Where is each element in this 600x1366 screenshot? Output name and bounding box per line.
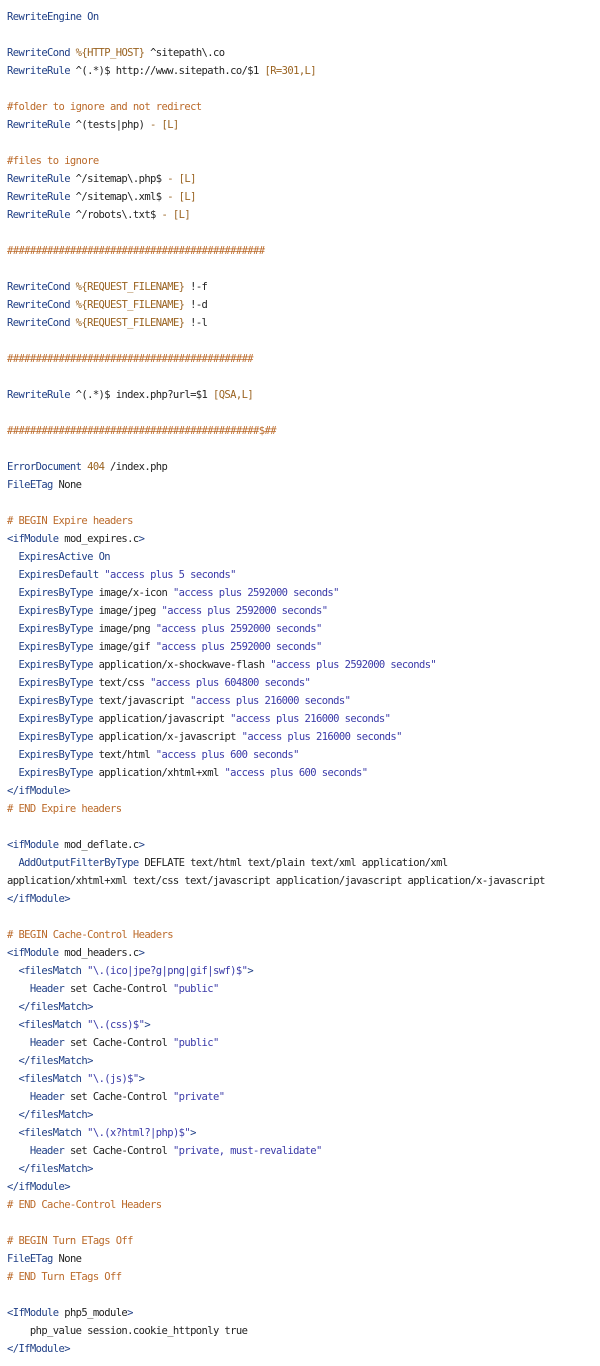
code-line [7,800,600,818]
code-line [7,1070,600,1088]
variable-token: 404 [87,461,105,473]
text-token: application/xhtml+xml text/css text/javascript application/javascript application/x-javascript [7,875,545,887]
code-line [7,422,600,440]
code-line [7,1322,600,1340]
directive-token: Header [29,1145,65,1157]
code-line [7,566,600,584]
tag-token: <ifModule [7,947,59,959]
directive-token: RewriteRule [7,209,70,221]
text-token [7,1055,18,1067]
variable-token: [R=301,L] [264,65,316,77]
code-line [7,728,600,746]
code-line [7,1088,600,1106]
tag-token: </ifModule> [7,785,70,797]
directive-token: ExpiresByType [18,605,93,617]
comment-token: # BEGIN Expire headers [7,515,133,527]
text-token [7,1091,30,1103]
tag-token: </ifModule> [7,893,70,905]
directive-token: ErrorDocument [7,461,82,473]
code-line [7,656,600,674]
text-token [7,731,18,743]
code-line [7,368,600,386]
text-token [7,695,18,707]
variable-token: [QSA,L] [212,389,254,401]
code-line [7,584,600,602]
tag-token: > [247,965,254,977]
tag-token: </filesMatch> [18,1055,93,1067]
code-line [7,908,600,926]
tag-token: <IfModule [7,1307,59,1319]
code-line [7,1268,600,1286]
text-token [7,749,18,761]
tag-token: > [138,947,145,959]
code-line [7,1196,600,1214]
comment-token: ############################################$## [7,425,276,437]
text-token [7,677,18,689]
text-token: ^/robots\.txt$ [69,209,162,221]
variable-token: - [L] [150,119,179,131]
tag-token: <filesMatch [18,1073,82,1085]
directive-token: RewriteRule [7,389,70,401]
string-token: "access plus 2592000 seconds" [161,605,328,617]
code-line [7,332,600,350]
directive-token: RewriteRule [7,191,70,203]
text-token: image/jpeg [92,605,162,617]
text-token: ^(.*)$ http://www.sitepath.co/$1 [69,65,265,77]
code-line [7,260,600,278]
code-line [7,692,600,710]
comment-token: # BEGIN Turn ETags Off [7,1235,133,1247]
text-token: mod_deflate.c [58,839,139,851]
code-line [7,1034,600,1052]
comment-token: #folder to ignore and not redirect [7,101,202,113]
comment-token: # BEGIN Cache-Control Headers [7,929,173,941]
text-token [7,1163,18,1175]
string-token: "private" [172,1091,225,1103]
variable-token: %{REQUEST_FILENAME} [75,299,185,311]
variable-token: %{REQUEST_FILENAME} [75,317,185,329]
directive-token: RewriteCond [7,281,70,293]
text-token: text/css [92,677,151,689]
code-line [7,1250,600,1268]
text-token: None [52,479,82,491]
text-token: ^/sitemap\.xml$ [69,191,168,203]
directive-token: RewriteCond [7,47,70,59]
code-line [7,62,600,80]
code-line [7,116,600,134]
string-token: "access plus 2592000 seconds" [155,641,322,653]
string-token: "\.(x?html?|php)$" [87,1127,191,1139]
text-token: image/gif [92,641,156,653]
string-token: "\.(css)$" [87,1019,145,1031]
variable-token: - [L] [167,173,196,185]
code-line [7,1214,600,1232]
text-token: image/x-icon [92,587,173,599]
comment-token: ############################################# [7,245,265,257]
directive-token: RewriteCond [7,299,70,311]
text-token: mod_expires.c [58,533,139,545]
code-line [7,404,600,422]
text-token [7,551,18,563]
text-token: application/xhtml+xml [92,767,225,779]
string-token: "access plus 600 seconds" [224,767,368,779]
directive-token: ExpiresByType [18,767,93,779]
directive-token: ExpiresByType [18,713,93,725]
tag-token: </filesMatch> [18,1109,93,1121]
code-line [7,1304,600,1322]
variable-token: - [L] [167,191,196,203]
text-token: !-l [184,317,208,329]
directive-token: On [98,551,111,563]
tag-token: <filesMatch [18,965,82,977]
text-token: text/html [92,749,156,761]
code-line [7,1286,600,1304]
directive-token: RewriteRule [7,65,70,77]
directive-token: On [87,11,99,23]
directive-token: RewriteRule [7,173,70,185]
string-token: "public" [172,983,219,995]
comment-token: # END Cache-Control Headers [7,1199,162,1211]
code-line [7,296,600,314]
code-line [7,872,600,890]
text-token: DEFLATE text/html text/plain text/xml application/xml [138,857,448,869]
directive-token: Header [29,983,65,995]
directive-token: RewriteCond [7,317,70,329]
text-token: ^/sitemap\.php$ [69,173,168,185]
text-token: application/x-javascript [92,731,242,743]
code-line [7,188,600,206]
directive-token: ExpiresByType [18,623,93,635]
text-token: !-f [184,281,208,293]
code-line [7,314,600,332]
text-token: set Cache-Control [64,1145,173,1157]
code-line [7,278,600,296]
code-line [7,1052,600,1070]
code-line [7,962,600,980]
string-token: "access plus 5 seconds" [104,569,236,581]
text-token [7,857,18,869]
tag-token: > [138,1073,145,1085]
text-token: php5_module [58,1307,128,1319]
text-token [7,587,18,599]
directive-token: FileETag [7,1253,53,1265]
directive-token: RewriteRule [7,119,70,131]
code-line [7,674,600,692]
code-line [7,998,600,1016]
directive-token: AddOutputFilterByType [18,857,139,869]
string-token: "access plus 2592000 seconds" [155,623,322,635]
comment-token: #files to ignore [7,155,99,167]
text-token [7,659,18,671]
directive-token: ExpiresByType [18,659,93,671]
directive-token: ExpiresByType [18,641,93,653]
code-line [7,818,600,836]
string-token: "access plus 216000 seconds" [230,713,391,725]
tag-token: <filesMatch [18,1019,82,1031]
string-token: "access plus 600 seconds" [155,749,299,761]
text-token: image/png [92,623,156,635]
code-line [7,926,600,944]
code-line [7,494,600,512]
text-token [7,569,18,581]
text-token: /index.php [104,461,168,473]
directive-token: Header [29,1091,65,1103]
text-token: application/x-shockwave-flash [92,659,271,671]
directive-token: ExpiresByType [18,695,93,707]
text-token [7,641,18,653]
code-line [7,98,600,116]
code-line [7,26,600,44]
tag-token: > [144,1019,151,1031]
directive-token: ExpiresByType [18,677,93,689]
code-line [7,890,600,908]
code-line [7,764,600,782]
text-token [7,1001,18,1013]
comment-token: ########################################### [7,353,254,365]
text-token: !-d [184,299,208,311]
directive-token: ExpiresByType [18,587,93,599]
text-token: set Cache-Control [64,983,173,995]
text-token [7,1019,18,1031]
code-line [7,602,600,620]
text-token [7,713,18,725]
code-line [7,548,600,566]
text-token: ^(.*)$ index.php?url=$1 [69,389,213,401]
code-line [7,386,600,404]
code-line [7,170,600,188]
string-token: "access plus 216000 seconds" [190,695,351,707]
code-line [7,476,600,494]
tag-token: > [127,1307,133,1319]
code-line [7,980,600,998]
code-line [7,1340,600,1358]
string-token: "private, must-revalidate" [172,1145,322,1157]
text-token: ^(tests|php) [69,119,151,131]
text-token: php_value session.cookie_httponly true [7,1325,248,1337]
string-token: "\.(js)$" [87,1073,139,1085]
code-line [7,458,600,476]
code-line [7,530,600,548]
code-line [7,1106,600,1124]
code-line [7,854,600,872]
string-token: "access plus 2592000 seconds" [172,587,339,599]
code-line [7,1142,600,1160]
tag-token: </filesMatch> [18,1001,93,1013]
code-line [7,80,600,98]
code-line [7,620,600,638]
text-token [7,605,18,617]
string-token: "access plus 216000 seconds" [241,731,402,743]
code-line [7,638,600,656]
tag-token: </ifModule> [7,1181,70,1193]
tag-token: > [138,533,145,545]
code-line [7,206,600,224]
comment-token: # END Expire headers [7,803,122,815]
directive-token: ExpiresByType [18,749,93,761]
code-line [7,134,600,152]
text-token [7,1127,18,1139]
code-line [7,152,600,170]
code-line [7,1124,600,1142]
code-line [7,44,600,62]
directive-token: ExpiresActive [18,551,93,563]
code-line [7,944,600,962]
text-token: ^sitepath\.co [144,47,225,59]
variable-token: %{REQUEST_FILENAME} [75,281,185,293]
code-line [7,224,600,242]
code-line [7,1232,600,1250]
code-line [7,1160,600,1178]
code-line [7,836,600,854]
code-line [7,512,600,530]
text-token: application/javascript [92,713,231,725]
code-line [7,1016,600,1034]
text-token [7,623,18,635]
directive-token: ExpiresDefault [18,569,99,581]
directive-token: FileETag [7,479,53,491]
tag-token: </filesMatch> [18,1163,93,1175]
comment-token: # END Turn ETags Off [7,1271,122,1283]
text-token [7,1109,18,1121]
text-token: set Cache-Control [64,1091,173,1103]
code-line [7,242,600,260]
directive-token: Header [29,1037,65,1049]
text-token: set Cache-Control [64,1037,173,1049]
text-token [7,1037,30,1049]
code-line [7,746,600,764]
tag-token: <filesMatch [18,1127,82,1139]
code-line [7,1178,600,1196]
tag-token: > [190,1127,196,1139]
tag-token: </IfModule> [7,1343,70,1355]
tag-token: > [138,839,145,851]
text-token [7,965,18,977]
variable-token: - [L] [161,209,191,221]
text-token: None [52,1253,82,1265]
text-token [7,1145,30,1157]
string-token: "\.(ico|jpe?g|png|gif|swf)$" [87,965,248,977]
text-token [7,1073,18,1085]
directive-token: RewriteEngine [7,11,82,23]
code-line [7,350,600,368]
tag-token: <ifModule [7,533,59,545]
string-token: "access plus 604800 seconds" [150,677,311,689]
text-token [7,767,18,779]
directive-token: ExpiresByType [18,731,93,743]
text-token [7,983,30,995]
tag-token: <ifModule [7,839,59,851]
variable-token: %{HTTP_HOST} [75,47,145,59]
text-token: text/javascript [92,695,191,707]
string-token: "access plus 2592000 seconds" [270,659,437,671]
code-line [7,710,600,728]
string-token: "public" [172,1037,219,1049]
text-token: mod_headers.c [58,947,139,959]
code-line [7,782,600,800]
code-line [7,440,600,458]
code-line [7,8,600,26]
